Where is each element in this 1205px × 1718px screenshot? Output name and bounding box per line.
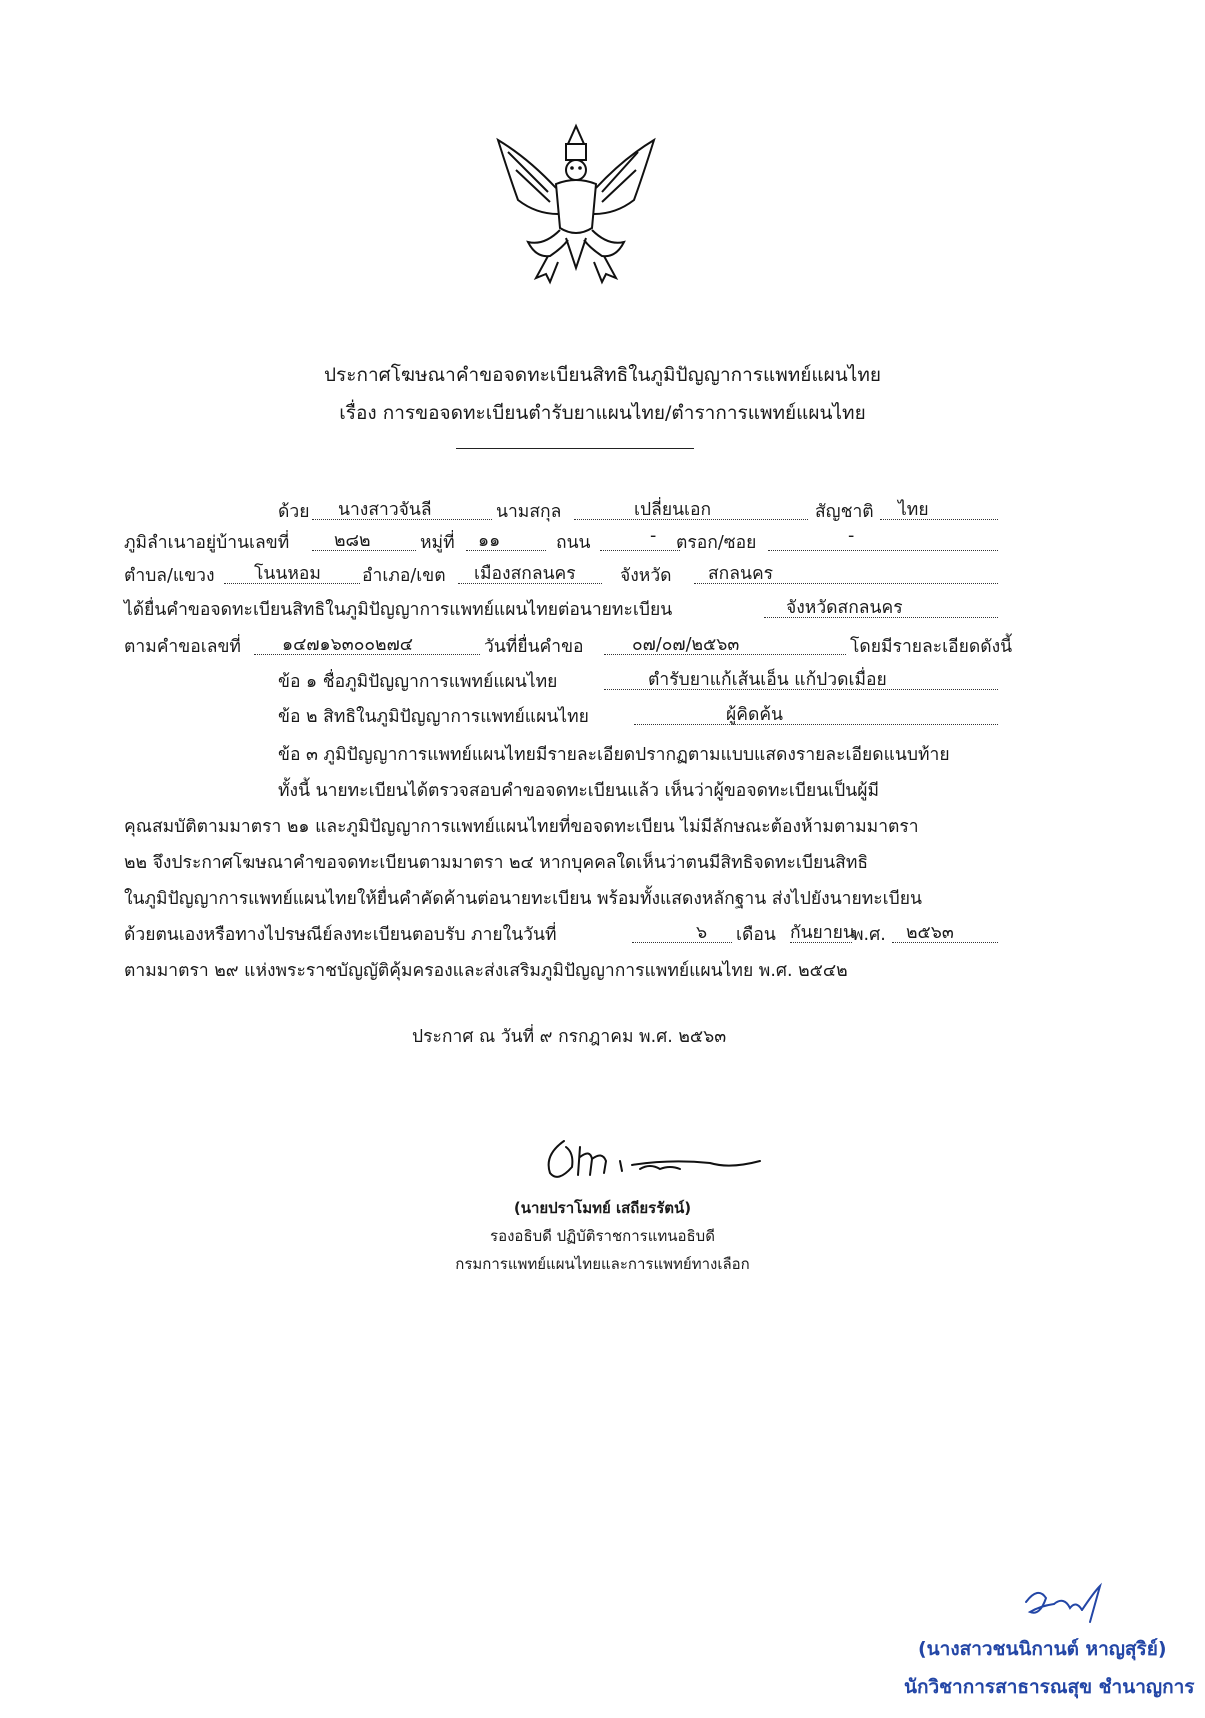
label-request-date: วันที่ยื่นคำขอ xyxy=(484,637,584,657)
body-line-4: ในภูมิปัญญาการแพทย์แผนไทยให้ยื่นคำคัดค้านต่อนายทะเบียน พร้อมทั้งแสดงหลักฐาน ส่งไปยังนายทะเบียน xyxy=(124,889,922,909)
certifier-signature xyxy=(1020,1582,1110,1634)
house-no-field xyxy=(312,528,416,551)
signer-name: (นายปราโมทย์ เสถียรรัตน์) xyxy=(513,1199,692,1217)
applicant-surname-field xyxy=(574,497,808,520)
item-1-label: ข้อ ๑ ชื่อภูมิปัญญาการแพทย์แผนไทย xyxy=(278,672,558,692)
nationality: ไทย xyxy=(898,500,929,520)
moo-field xyxy=(466,528,546,551)
province-field xyxy=(694,561,998,584)
label-submitted: ได้ยื่นคำขอจดทะเบียนสิทธิในภูมิปัญญาการแพทย์แผนไทยต่อนายทะเบียน xyxy=(124,600,673,620)
province: สกลนคร xyxy=(708,564,774,584)
item-2-field xyxy=(634,702,998,725)
request-no-field xyxy=(254,632,480,655)
item-3-label: ข้อ ๓ ภูมิปัญญาการแพทย์แผนไทยมีรายละเอียดปรากฏตามแบบแสดงรายละเอียดแนบท้าย xyxy=(278,745,950,765)
subdistrict: โนนหอม xyxy=(254,564,321,584)
label-surname: นามสกุล xyxy=(496,502,562,522)
road: - xyxy=(650,526,657,546)
deadline-day-field xyxy=(632,920,732,943)
deadline-month: กันยายน xyxy=(790,923,855,943)
label-road: ถนน xyxy=(556,533,591,553)
soi: - xyxy=(848,526,855,546)
deadline-day: ๖ xyxy=(696,923,708,943)
deadline-year: ๒๕๖๓ xyxy=(906,923,954,943)
applicant-surname: เปลี่ยนเอก xyxy=(634,500,712,520)
body-line-2: คุณสมบัติตามมาตรา ๒๑ และภูมิปัญญาการแพทย์แผนไทยที่ขอจดทะเบียน ไม่มีลักษณะต้องห้ามตามมาตรา xyxy=(124,817,919,837)
label-month: เดือน xyxy=(736,925,776,945)
announcement-subject: เรื่อง การขอจดทะเบียนตำรับยาแผนไทย/ตำราการแพทย์แผนไทย xyxy=(339,402,866,424)
director-signature xyxy=(520,1125,770,1195)
body-line-3: ๒๒ จึงประกาศโฆษณาคำขอจดทะเบียนตามมาตรา ๒๔ หากบุคคลใดเห็นว่าตนมีสิทธิจดทะเบียนสิทธิ xyxy=(124,853,869,873)
soi-field xyxy=(768,528,998,551)
item-3-line xyxy=(0,738,1205,768)
certifier-name: (นางสาวชนนิกานต์ หาญสุริย์) xyxy=(918,1638,1167,1660)
label-request-no: ตามคำขอเลขที่ xyxy=(124,637,241,657)
subdistrict-field xyxy=(224,561,360,584)
body-line-1: ทั้งนี้ นายทะเบียนได้ตรวจสอบคำขอจดทะเบียนแล้ว เห็นว่าผู้ขอจดทะเบียนเป็นผู้มี xyxy=(278,781,880,801)
label-province: จังหวัด xyxy=(620,566,672,586)
request-date: ๐๗/๐๗/๒๕๖๓ xyxy=(632,635,740,655)
district-field xyxy=(458,561,602,584)
label-details: โดยมีรายละเอียดดังนี้ xyxy=(850,637,1013,657)
item-2-value: ผู้คิดค้น xyxy=(726,705,783,725)
request-no: ๑๔๗๑๖๓๐๐๒๗๔ xyxy=(282,635,413,655)
applicant-line-3 xyxy=(0,559,1205,589)
body-line-6: ตามมาตรา ๒๙ แห่งพระราชบัญญัติคุ้มครองและส่งเสริมภูมิปัญญาการแพทย์แผนไทย พ.ศ. ๒๕๔๒ xyxy=(124,961,848,981)
house-no: ๒๘๒ xyxy=(334,531,371,551)
label-nationality: สัญชาติ xyxy=(815,502,874,522)
signer-position-2: กรมการแพทย์แผนไทยและการแพทย์ทางเลือก xyxy=(455,1255,750,1273)
applicant-line-1 xyxy=(0,495,1205,525)
district: เมืองสกลนคร xyxy=(474,564,576,584)
label-by: ด้วย xyxy=(278,502,310,522)
applicant-name: นางสาวจันลี xyxy=(338,500,432,520)
title-divider xyxy=(456,448,694,449)
item-2-label: ข้อ ๒ สิทธิในภูมิปัญญาการแพทย์แผนไทย xyxy=(278,707,589,727)
item-2-line xyxy=(0,700,1205,730)
nationality-field xyxy=(880,497,998,520)
announce-date: ประกาศ ณ วันที่ ๙ กรกฎาคม พ.ศ. ๒๕๖๓ xyxy=(412,1027,727,1047)
applicant-line-2 xyxy=(0,526,1205,556)
deadline-year-field xyxy=(892,920,998,943)
signer-position-1: รองอธิบดี ปฏิบัติราชการแทนอธิบดี xyxy=(490,1227,715,1245)
label-soi: ตรอก/ซอย xyxy=(676,533,757,553)
applicant-line-5 xyxy=(0,630,1205,660)
request-date-field xyxy=(604,632,846,655)
label-be: พ.ศ. xyxy=(852,925,886,945)
certifier-position: นักวิชาการสาธารณสุข ชำนาญการ xyxy=(904,1676,1195,1698)
label-subdistrict: ตำบล/แขวง xyxy=(124,566,215,586)
label-house-no: ภูมิลำเนาอยู่บ้านเลขที่ xyxy=(124,533,290,553)
garuda-emblem xyxy=(488,118,664,286)
body-line-5 xyxy=(0,918,1205,948)
label-moo: หมู่ที่ xyxy=(420,533,455,553)
moo: ๑๑ xyxy=(478,531,501,551)
road-field xyxy=(600,528,680,551)
deadline-month-field xyxy=(790,920,855,943)
item-1-line xyxy=(0,665,1205,695)
item-1-value: ตำรับยาแก้เส้นเอ็น แก้ปวดเมื่อย xyxy=(648,670,887,690)
announcement-title: ประกาศโฆษณาคำขอจดทะเบียนสิทธิในภูมิปัญญาการแพทย์แผนไทย xyxy=(323,364,881,386)
label-district: อำเภอ/เขต xyxy=(362,566,446,586)
applicant-name-field xyxy=(312,497,492,520)
registrar-field xyxy=(764,595,998,618)
deadline-label: ด้วยตนเองหรือทางไปรษณีย์ลงทะเบียนตอบรับ ภายในวันที่ xyxy=(124,925,557,945)
applicant-line-4 xyxy=(0,593,1205,623)
item-1-field xyxy=(604,667,998,690)
registrar: จังหวัดสกลนคร xyxy=(786,598,903,618)
